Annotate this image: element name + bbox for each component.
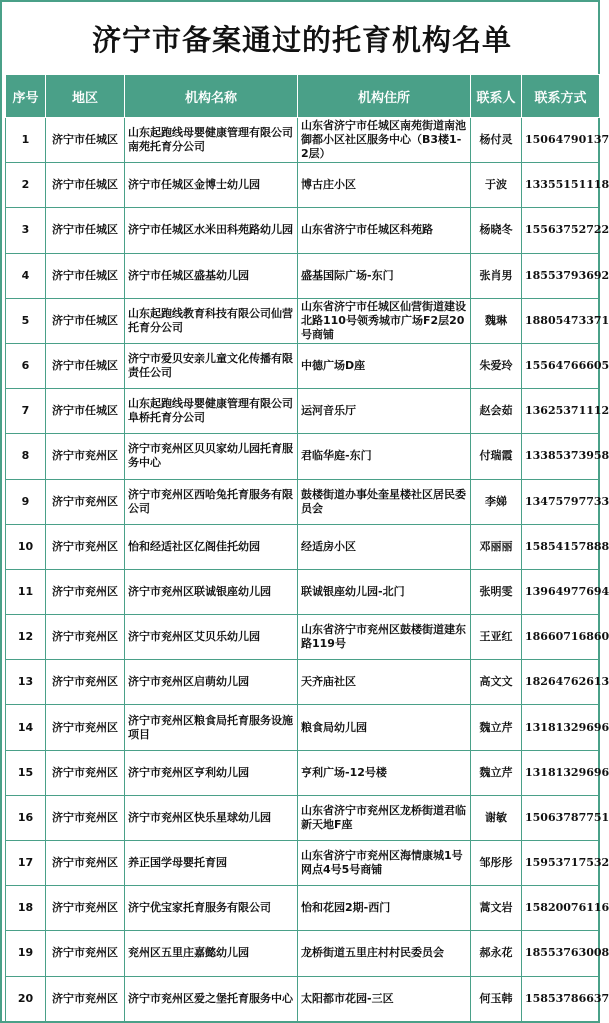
row-area: 济宁市兖州区 (46, 705, 125, 750)
row-area: 济宁市兖州区 (46, 976, 125, 1021)
header-address: 机构住所 (298, 75, 471, 118)
row-number: 15 (6, 750, 46, 795)
row-address: 经适房小区 (298, 524, 471, 569)
header-area: 地区 (46, 75, 125, 118)
row-contact-person: 谢敏 (471, 795, 522, 840)
row-address: 山东省济宁市任城区仙营街道建设北路110号领秀城市广场F2层20号商铺 (298, 298, 471, 343)
table-row (6, 931, 600, 976)
row-number: 16 (6, 795, 46, 840)
table-row (6, 208, 600, 253)
row-number: 4 (6, 253, 46, 298)
row-phone: 15064790137 (522, 118, 600, 163)
table-row (6, 163, 600, 208)
row-phone: 15063787751 (522, 795, 600, 840)
row-phone: 15563752722 (522, 208, 600, 253)
row-area: 济宁市兖州区 (46, 479, 125, 524)
row-number: 17 (6, 841, 46, 886)
row-address: 天齐庙社区 (298, 660, 471, 705)
row-institution-name: 山东起跑线母婴健康管理有限公司阜桥托育分公司 (125, 389, 298, 434)
row-number: 9 (6, 479, 46, 524)
table-row (6, 795, 600, 840)
page-title: 济宁市备案通过的托育机构名单 (91, 22, 512, 57)
row-contact-person: 张肖男 (471, 253, 522, 298)
table-row (6, 389, 600, 434)
row-phone: 18660716860 (522, 615, 600, 660)
row-address: 山东省济宁市兖州区海情康城1号网点4号5号商铺 (298, 841, 471, 886)
table-row (6, 434, 600, 479)
row-area: 济宁市兖州区 (46, 660, 125, 705)
row-address: 太阳都市花园-三区 (298, 976, 471, 1021)
table-row (6, 479, 600, 524)
table-row (6, 615, 600, 660)
row-area: 济宁市兖州区 (46, 795, 125, 840)
row-contact-person: 于波 (471, 163, 522, 208)
row-area: 济宁市任城区 (46, 389, 125, 434)
header-phone: 联系方式 (522, 75, 600, 118)
row-contact-person: 杨付灵 (471, 118, 522, 163)
table-row (6, 343, 600, 388)
row-phone: 18805473371 (522, 298, 600, 343)
table-row (6, 569, 600, 614)
table-row (6, 886, 600, 931)
row-address: 鼓楼街道办事处奎星楼社区居民委员会 (298, 479, 471, 524)
row-institution-name: 济宁市兖州区粮食局托育服务设施项目 (125, 705, 298, 750)
row-area: 济宁市兖州区 (46, 886, 125, 931)
row-number: 10 (6, 524, 46, 569)
row-area: 济宁市任城区 (46, 208, 125, 253)
row-number: 2 (6, 163, 46, 208)
row-contact-person: 魏立芹 (471, 705, 522, 750)
table-row (6, 298, 600, 343)
row-address: 山东省济宁市任城区科苑路 (298, 208, 471, 253)
row-institution-name: 济宁市爱贝安亲儿童文化传播有限责任公司 (125, 343, 298, 388)
table-row (6, 750, 600, 795)
row-contact-person: 邓丽丽 (471, 524, 522, 569)
row-address: 怡和花园2期-西门 (298, 886, 471, 931)
row-address: 亨利广场-12号楼 (298, 750, 471, 795)
row-phone: 15853786637 (522, 976, 600, 1021)
row-institution-name: 济宁市兖州区联诚银座幼儿园 (125, 569, 298, 614)
row-institution-name: 怡和经适社区亿阁佳托幼园 (125, 524, 298, 569)
institution-table (5, 74, 609, 1022)
row-phone: 15854157888 (522, 524, 600, 569)
row-phone: 18553793692 (522, 253, 600, 298)
row-contact-person: 蒿文岩 (471, 886, 522, 931)
row-area: 济宁市兖州区 (46, 841, 125, 886)
row-area: 济宁市兖州区 (46, 931, 125, 976)
row-contact-person: 邹彤彤 (471, 841, 522, 886)
row-institution-name: 山东起跑线教育科技有限公司仙营托育分公司 (125, 298, 298, 343)
table-row (6, 976, 600, 1021)
row-phone: 15820076116 (522, 886, 600, 931)
row-number: 20 (6, 976, 46, 1021)
row-contact-person: 魏琳 (471, 298, 522, 343)
row-area: 济宁市兖州区 (46, 615, 125, 660)
table-body (6, 118, 609, 1022)
row-number: 12 (6, 615, 46, 660)
row-number: 7 (6, 389, 46, 434)
row-contact-person: 魏立芹 (471, 750, 522, 795)
row-number: 19 (6, 931, 46, 976)
row-number: 5 (6, 298, 46, 343)
row-institution-name: 济宁市兖州区贝贝家幼儿园托育服务中心 (125, 434, 298, 479)
row-institution-name: 济宁市任城区盛基幼儿园 (125, 253, 298, 298)
row-address: 君临华庭-东门 (298, 434, 471, 479)
row-phone: 15564766605 (522, 343, 600, 388)
row-institution-name: 济宁市兖州区艾贝乐幼儿园 (125, 615, 298, 660)
table-row (6, 841, 600, 886)
row-phone: 13475797733 (522, 479, 600, 524)
row-area: 济宁市任城区 (46, 253, 125, 298)
row-number: 11 (6, 569, 46, 614)
row-number: 14 (6, 705, 46, 750)
row-address: 山东省济宁市兖州区鼓楼街道建东路119号 (298, 615, 471, 660)
table-row (6, 253, 600, 298)
row-phone: 15953717532 (522, 841, 600, 886)
row-area: 济宁市兖州区 (46, 434, 125, 479)
row-number: 18 (6, 886, 46, 931)
row-area: 济宁市任城区 (46, 118, 125, 163)
row-institution-name: 养正国学母婴托育园 (125, 841, 298, 886)
row-institution-name: 兖州区五里庄嘉懿幼儿园 (125, 931, 298, 976)
header-contact: 联系人 (471, 75, 522, 118)
row-institution-name: 济宁市兖州区启萌幼儿园 (125, 660, 298, 705)
row-address: 联诚银座幼儿园-北门 (298, 569, 471, 614)
table-row (6, 705, 600, 750)
row-phone: 18553763008 (522, 931, 600, 976)
row-address: 博古庄小区 (298, 163, 471, 208)
row-phone: 18264762613 (522, 660, 600, 705)
row-phone: 13385373958 (522, 434, 600, 479)
table-row (6, 118, 600, 163)
row-area: 济宁市兖州区 (46, 524, 125, 569)
row-address: 中德广场D座 (298, 343, 471, 388)
row-phone: 13964977694 (522, 569, 600, 614)
table-row (6, 660, 600, 705)
row-phone: 13181329696 (522, 750, 600, 795)
row-area: 济宁市兖州区 (46, 569, 125, 614)
row-area: 济宁市任城区 (46, 298, 125, 343)
table-row (6, 524, 600, 569)
header-row (6, 75, 600, 118)
header-no: 序号 (6, 75, 46, 118)
row-number: 8 (6, 434, 46, 479)
row-phone: 13625371112 (522, 389, 600, 434)
row-contact-person: 杨晓冬 (471, 208, 522, 253)
row-contact-person: 何玉韩 (471, 976, 522, 1021)
row-address: 山东省济宁市任城区南苑街道南池御都小区社区服务中心（B3楼1-2层） (298, 118, 471, 163)
row-contact-person: 付瑞霞 (471, 434, 522, 479)
row-address: 龙桥街道五里庄村村民委员会 (298, 931, 471, 976)
row-contact-person: 高文文 (471, 660, 522, 705)
row-institution-name: 山东起跑线母婴健康管理有限公司南苑托育分公司 (125, 118, 298, 163)
row-contact-person: 李娣 (471, 479, 522, 524)
row-area: 济宁市兖州区 (46, 750, 125, 795)
row-institution-name: 济宁优宝家托育服务有限公司 (125, 886, 298, 931)
row-phone: 13181329696 (522, 705, 600, 750)
row-address: 粮食局幼儿园 (298, 705, 471, 750)
row-number: 13 (6, 660, 46, 705)
row-institution-name: 济宁市兖州区西哈兔托育服务有限公司 (125, 479, 298, 524)
row-address: 运河音乐厅 (298, 389, 471, 434)
row-contact-person: 郝永花 (471, 931, 522, 976)
row-contact-person: 朱爱玲 (471, 343, 522, 388)
table-header (6, 75, 600, 118)
row-institution-name: 济宁市任城区水米田科苑路幼儿园 (125, 208, 298, 253)
row-contact-person: 王亚红 (471, 615, 522, 660)
row-address: 山东省济宁市兖州区龙桥街道君临新天地F座 (298, 795, 471, 840)
row-area: 济宁市任城区 (46, 163, 125, 208)
row-institution-name: 济宁市兖州区爱之堡托育服务中心 (125, 976, 298, 1021)
row-area: 济宁市任城区 (46, 343, 125, 388)
row-institution-name: 济宁市兖州区快乐星球幼儿园 (125, 795, 298, 840)
row-address: 盛基国际广场-东门 (298, 253, 471, 298)
row-number: 3 (6, 208, 46, 253)
row-contact-person: 赵会茹 (471, 389, 522, 434)
row-contact-person: 张明雯 (471, 569, 522, 614)
row-phone: 13355151118 (522, 163, 600, 208)
row-number: 1 (6, 118, 46, 163)
row-institution-name: 济宁市任城区金博士幼儿园 (125, 163, 298, 208)
row-number: 6 (6, 343, 46, 388)
row-institution-name: 济宁市兖州区亨利幼儿园 (125, 750, 298, 795)
header-name: 机构名称 (125, 75, 298, 118)
